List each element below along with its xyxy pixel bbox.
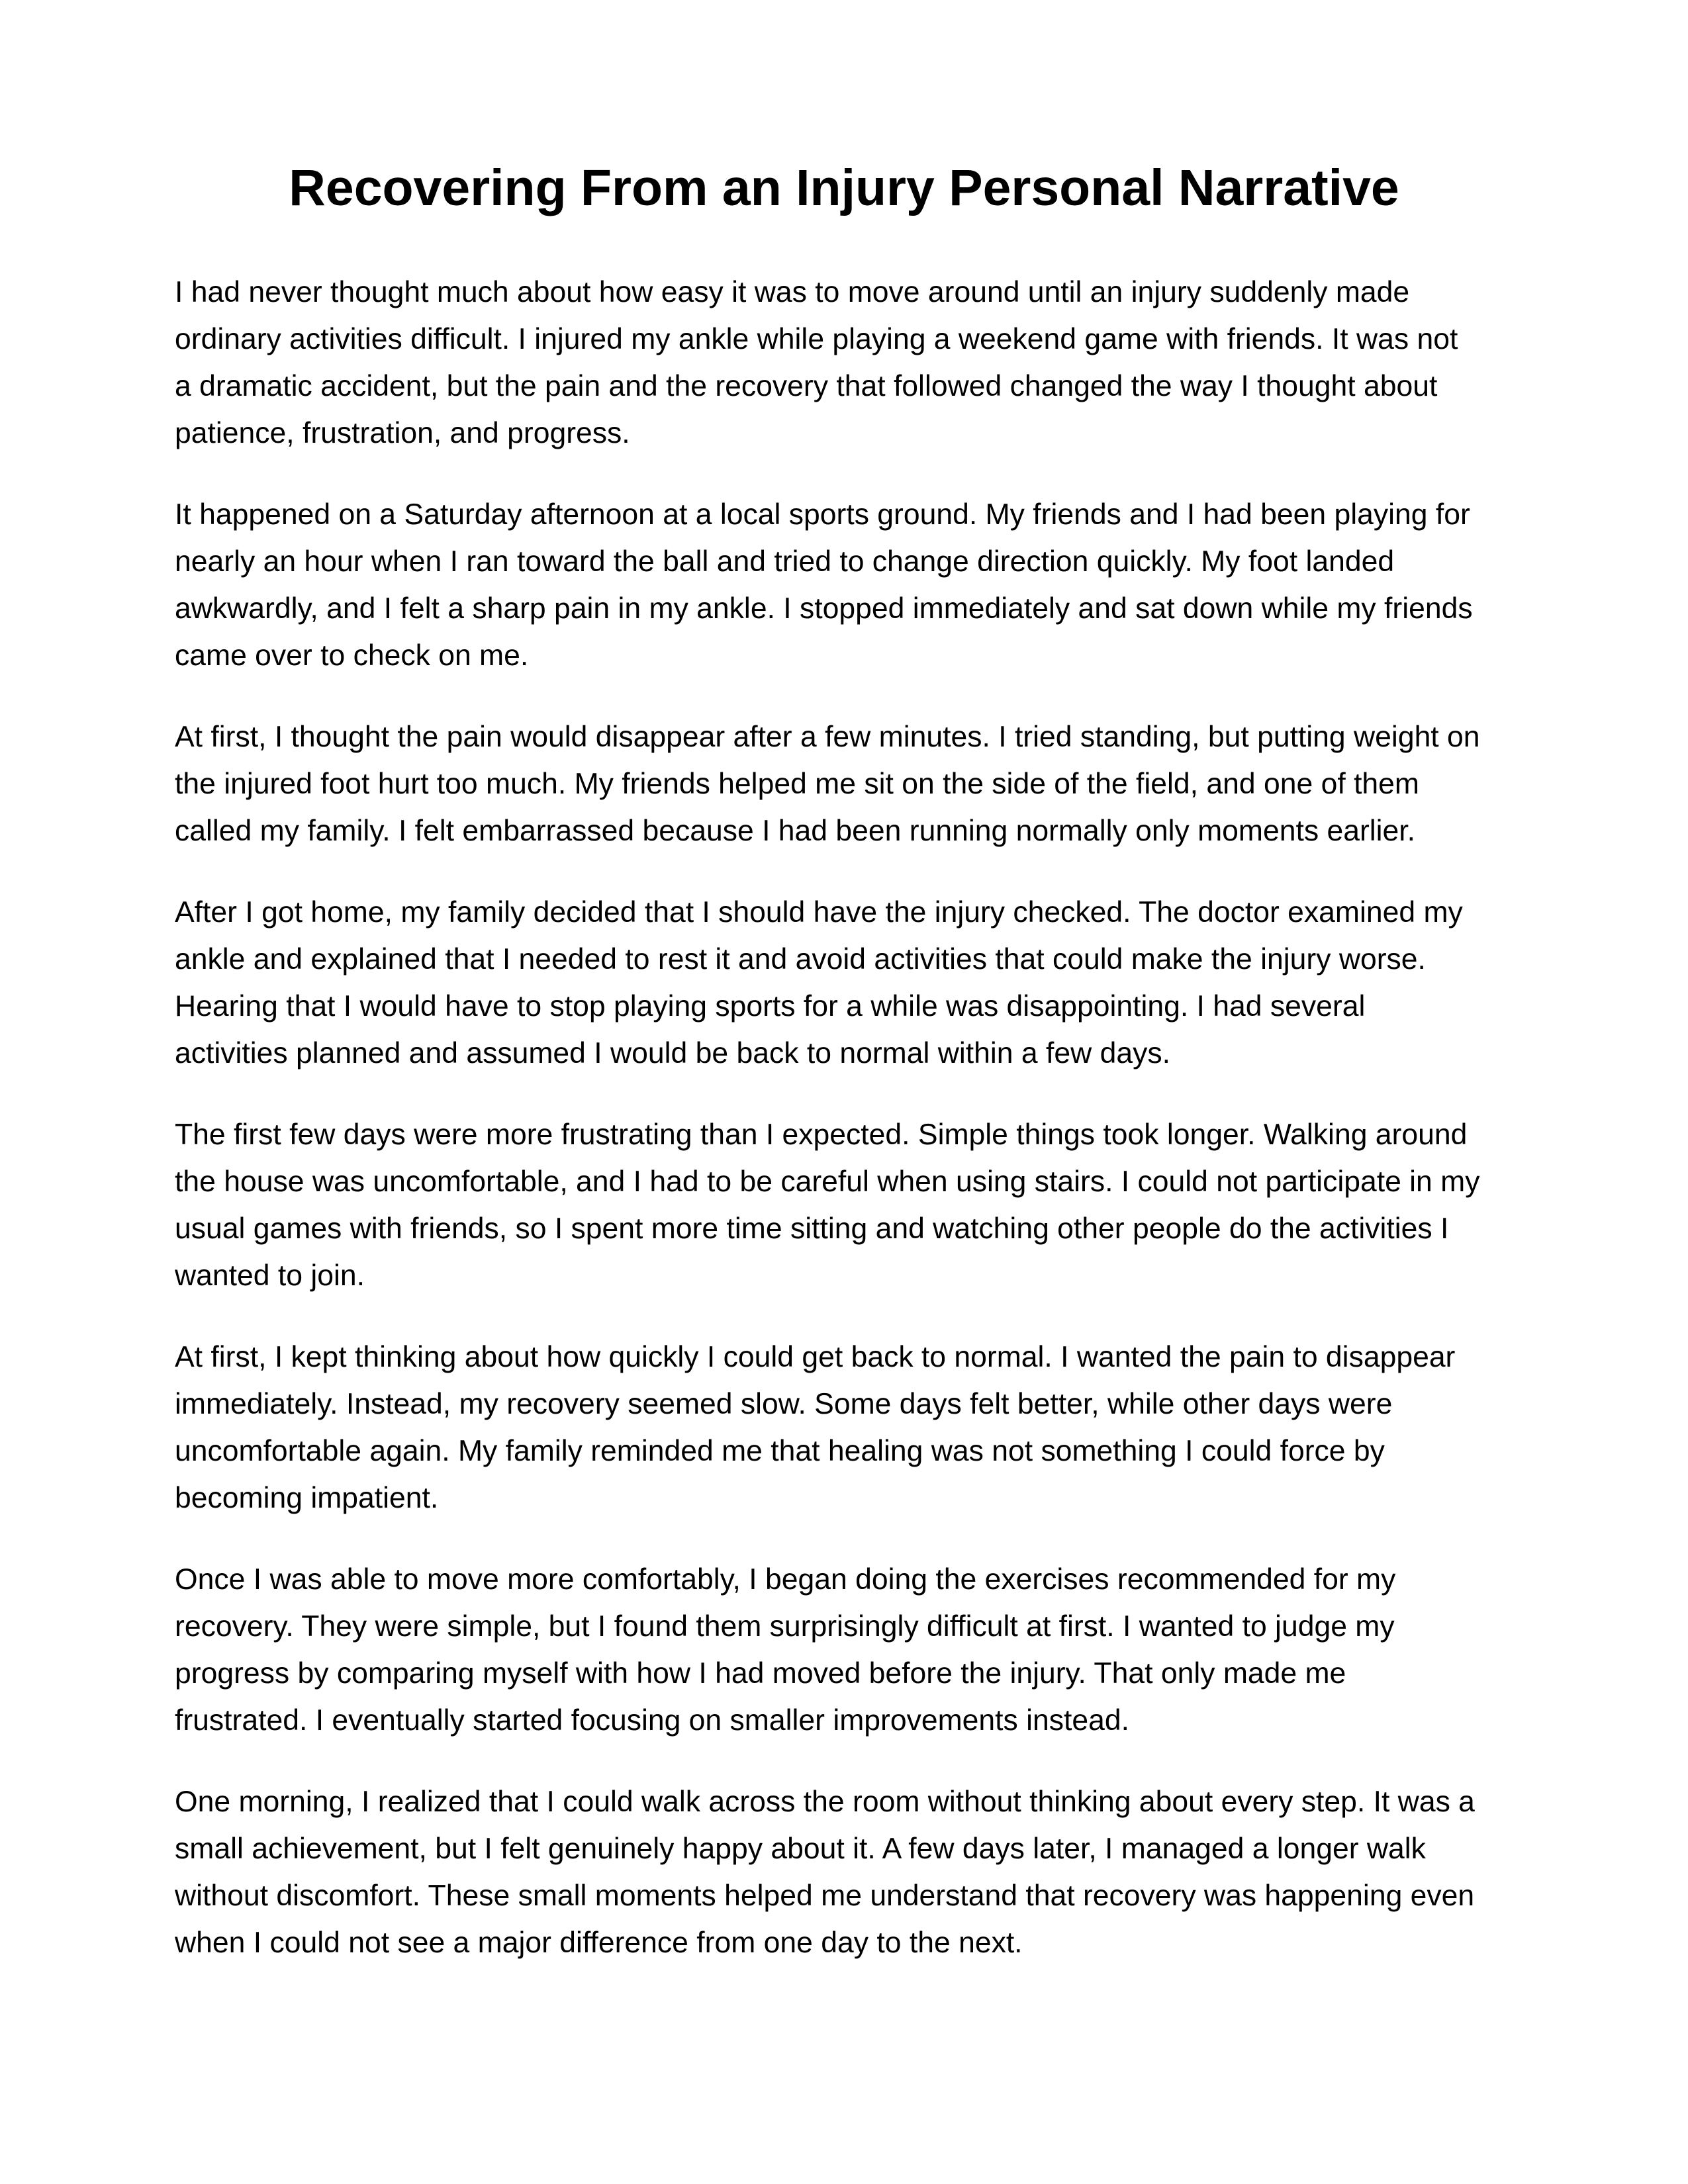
paragraph-8: One morning, I realized that I could walk across the room without thinking about every step. It was a small achievement, but I felt genuinely happy about it. A few days later, I managed a longer walk without discomfort. These small moments helped me understand that recovery was happening even when I could not see a major difference from one day to the next. [175, 1786, 1475, 1959]
paragraph-4: After I got home, my family decided that I should have the injury checked. The doctor examined my ankle and explained that I needed to rest it and avoid activities that could make the injury worse. Hearing that I would have to stop playing sports for a while was disappointing. I had several activities planned and assumed I would be back to normal within a few days. [175, 896, 1463, 1069]
paragraph-6: At first, I kept thinking about how quickly I could get back to normal. I wanted the pain to disappear immediately. Instead, my recovery seemed slow. Some days felt better, while other days were uncomfortable again. My family reminded me that healing was not something I could force by becoming impatient. [175, 1341, 1456, 1514]
paragraph-1: I had never thought much about how easy it was to move around until an injury suddenly made ordinary activities difficult. I injured my ankle while playing a weekend game with friends. It was not a dramatic accident, but the pain and the recovery that followed changed the way I thought about patience, frustration, and progress. [175, 276, 1458, 449]
paragraph-2: It happened on a Saturday afternoon at a local sports ground. My friends and I had been playing for nearly an hour when I ran toward the ball and tried to change direction quickly. My foot landed awkwardly, and I felt a sharp pain in my ankle. I stopped immediately and sat down while my friends came over to check on me. [175, 498, 1473, 672]
paragraph-7: Once I was able to move more comfortably, I began doing the exercises recommended for my recovery. They were simple, but I found them surprisingly difficult at first. I wanted to judge my progress by comparing myself with how I had moved before the injury. That only made me frustrated. I eventually started focusing on smaller improvements instead. [175, 1563, 1396, 1737]
paragraph-3: At first, I thought the pain would disappear after a few minutes. I tried standing, but putting weight on the injured foot hurt too much. My friends helped me sit on the side of the field, and one of them called my family. I felt embarrassed because I had been running normally only moments earlier. [175, 721, 1480, 847]
document-body [175, 269, 1519, 2001]
document-title: Recovering From an Injury Personal Narrative [289, 159, 1399, 216]
paragraph-5: The first few days were more frustrating than I expected. Simple things took longer. Walking around the house was uncomfortable, and I had to be careful when using stairs. I could not participate in my usual games with friends, so I spent more time sitting and watching other people do the activities I wanted to join. [175, 1118, 1480, 1292]
